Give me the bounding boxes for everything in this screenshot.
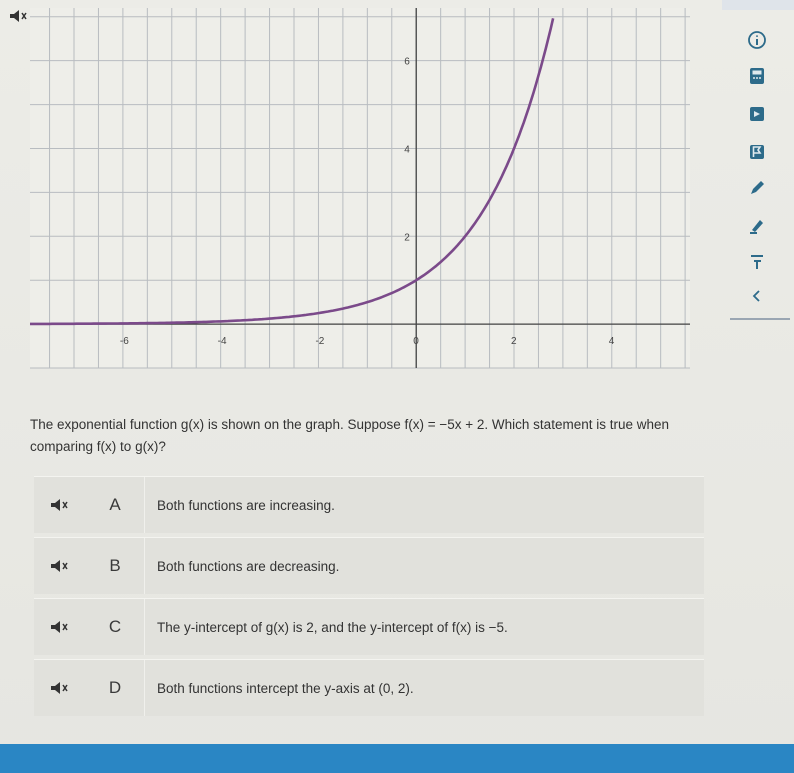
function-g: g(x) — [180, 417, 205, 432]
toolbar-top — [722, 0, 794, 10]
speaker-icon[interactable] — [34, 681, 86, 695]
question-segment: ? — [158, 439, 166, 454]
y-tick-label: 4 — [404, 144, 410, 156]
x-tick-label: -2 — [315, 336, 325, 348]
choice-text: Both functions are decreasing. — [157, 558, 340, 574]
speaker-icon[interactable] — [8, 8, 30, 24]
graph — [30, 8, 690, 378]
choice-letter: A — [86, 477, 145, 533]
choice-letter: B — [86, 538, 145, 594]
answer-choices — [34, 476, 704, 720]
question-text — [30, 414, 710, 458]
chart-plot-area — [30, 8, 690, 368]
calculator-icon[interactable] — [742, 62, 772, 90]
choice-c[interactable] — [34, 598, 704, 655]
speaker-icon[interactable] — [34, 498, 86, 512]
question-segment: . Which statement is true when comparing — [30, 417, 669, 454]
speaker-icon[interactable] — [34, 620, 86, 634]
choice-text: The y-intercept of g(x) is 2, and the y-intercept of f(x) is −5. — [157, 619, 508, 635]
bottom-bar — [0, 744, 794, 773]
question-segment: to — [116, 439, 136, 454]
x-tick-label: 4 — [608, 336, 615, 348]
function-g: g(x) — [135, 439, 159, 454]
x-tick-label: -4 — [217, 336, 227, 348]
function-f: f(x) = −5x + 2 — [404, 417, 485, 432]
flag-icon[interactable] — [742, 138, 772, 166]
choice-b[interactable] — [34, 537, 704, 594]
choice-letter: D — [86, 660, 145, 716]
y-tick-label: 2 — [404, 232, 410, 244]
question-segment: The exponential function — [30, 417, 181, 432]
text-icon[interactable] — [742, 248, 772, 276]
speaker-icon[interactable] — [34, 559, 86, 573]
choice-text: Both functions are increasing. — [157, 497, 335, 513]
choice-letter: C — [86, 599, 145, 655]
toolbar-divider — [730, 318, 790, 320]
x-tick-label: 0 — [413, 336, 419, 348]
question-segment: is shown on the graph. Suppose — [204, 417, 405, 432]
highlighter-icon[interactable] — [742, 212, 772, 240]
choice-text: Both functions intercept the y-axis at (0, 2). — [157, 680, 414, 696]
info-icon[interactable] — [742, 26, 772, 54]
pencil-icon[interactable] — [742, 174, 772, 202]
exponential-chart — [30, 8, 690, 378]
x-tick-label: 2 — [511, 336, 517, 348]
toolbar — [722, 0, 794, 773]
choice-d[interactable] — [34, 659, 704, 716]
collapse-icon[interactable] — [742, 282, 772, 310]
x-tick-label: -6 — [119, 336, 129, 348]
y-tick-label: 6 — [404, 56, 410, 68]
choice-a[interactable] — [34, 476, 704, 533]
function-f: f(x) — [96, 439, 117, 454]
bookmark-icon[interactable] — [742, 100, 772, 128]
